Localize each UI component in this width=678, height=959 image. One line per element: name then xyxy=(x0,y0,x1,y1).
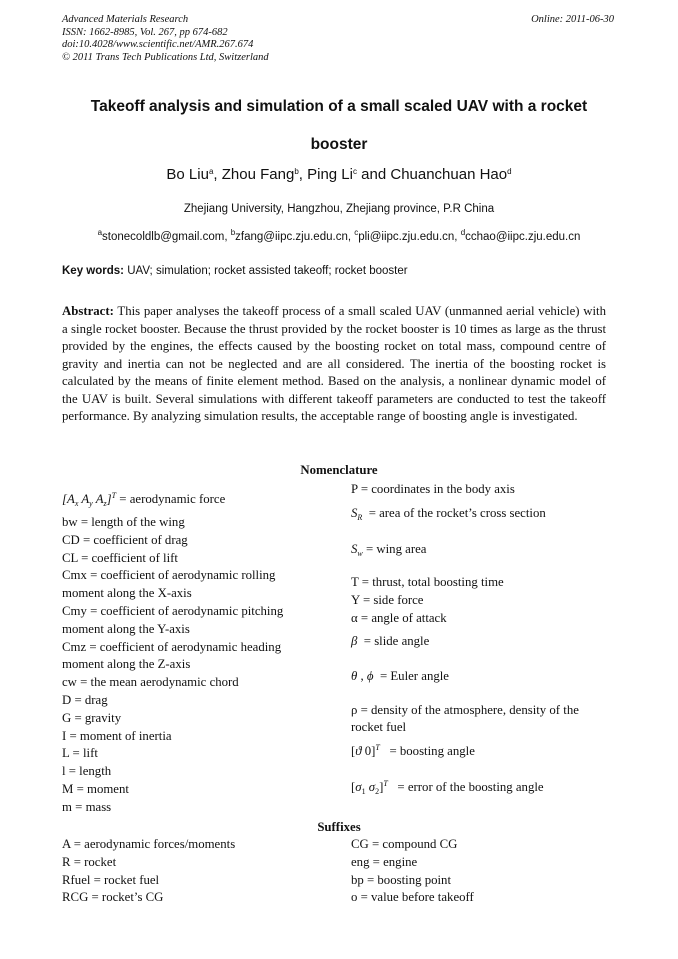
boosting-angle-symbol: [ϑ 0]$^T$ xyxy=(351,742,380,758)
nomenclature-entry: [$\sigma_1$ $\sigma_2]^T$ = error of the boosting angle xyxy=(351,778,544,796)
suffix-entry: CG = compound CG xyxy=(351,837,458,851)
title-line-2: booster xyxy=(310,136,368,153)
author-3: Ping Li$^c$ and xyxy=(307,166,391,183)
online-date: Online: 2011-06-30 xyxy=(531,14,614,25)
email-list xyxy=(62,228,616,243)
nomenclature-entry: θ , ϕ = Euler angle xyxy=(351,668,449,683)
journal-name: Advanced Materials Research xyxy=(62,14,189,25)
boosting-error-symbol: [$\sigma_1$ $\sigma_2]^T$ xyxy=(351,778,388,796)
nomenclature-entry: CD = coefficient of drag xyxy=(62,532,188,547)
keywords-label: Key words: xyxy=(62,265,124,277)
nomenclature-entry: M = moment xyxy=(62,781,129,796)
suffix-entry: eng = engine xyxy=(351,854,418,869)
euler-symbols: θ xyxy=(351,668,358,683)
nomenclature-entry: I = moment of inertia xyxy=(62,728,172,743)
suffixes-heading: Suffixes xyxy=(317,820,361,834)
force-vector-symbol: [$A_x$ $A_y$ $A_z]^T$ xyxy=(62,491,117,508)
email-3[interactable]: $^c$pli@iipc.zju.edu.cn, xyxy=(354,228,461,243)
nomenclature-entry: Y = side force xyxy=(351,592,424,607)
doi-line: doi:10.4028/www.scientific.net/AMR.267.674 xyxy=(62,39,254,50)
nomenclature-entry: l = length xyxy=(62,764,112,779)
nomenclature-entry: m = mass xyxy=(62,799,112,814)
email-1[interactable]: $^a$stonecoldlb@gmail.com, xyxy=(97,228,231,243)
nomenclature-entry: G = gravity xyxy=(62,710,122,725)
nomenclature-entry: Cmx = coefficient of aerodynamic rolling moment along the X-axis xyxy=(62,568,276,601)
suffix-entry: o = value before takeoff xyxy=(351,890,474,905)
nomenclature-entry: Cmz = coefficient of aerodynamic heading moment along the Z-axis xyxy=(62,639,282,672)
suffixes-left-column xyxy=(62,836,332,907)
suffix-entry: bp = boosting point xyxy=(351,872,452,887)
affiliation: Zhejiang University, Hangzhou, Zhejiang province, P.R China xyxy=(183,203,495,215)
suffix-entry: Rfuel = rocket fuel xyxy=(62,872,160,887)
nomenclature-entry: L = lift xyxy=(62,746,98,761)
nomenclature-entry: D = drag xyxy=(62,692,108,707)
keywords xyxy=(62,265,616,277)
issn-line: ISSN: 1662-8985, Vol. 267, pp 674-682 xyxy=(62,26,228,38)
paper-title xyxy=(62,88,616,164)
wing-area-symbol: $S_w$ xyxy=(351,542,363,558)
nomenclature-entry: T = thrust, total boosting time xyxy=(351,575,504,589)
nomenclature-heading: Nomenclature xyxy=(300,463,378,477)
nomenclature-entry: $S_R$ = area of the rocket’s cross section xyxy=(351,506,546,522)
nomenclature-entry: CL = coefficient of lift xyxy=(62,550,178,565)
nomenclature-entry: Cmy = coefficient of aerodynamic pitching moment along the Y-axis xyxy=(62,603,284,636)
nomenclature-entry: α = angle of attack xyxy=(351,610,447,625)
beta-symbol: β xyxy=(351,633,358,648)
suffix-entry: RCG = rocket’s CG xyxy=(62,890,164,905)
suffix-entry: R = rocket xyxy=(62,854,117,869)
nomenclature-entry: cw = the mean aerodynamic chord xyxy=(62,675,239,690)
rocket-area-symbol: $S_R$ xyxy=(351,506,363,522)
suffixes-right-column xyxy=(351,836,606,907)
nomenclature-entry: [$A_x$ $A_y$ $A_z]^T$ = aerodynamic force xyxy=(62,491,226,508)
nomenclature-entry: P = coordinates in the body axis xyxy=(351,482,515,496)
email-2[interactable]: $^b$zfang@iipc.zju.edu.cn, xyxy=(230,228,355,243)
running-header xyxy=(62,14,269,64)
author-1: Bo Liu$^a$, xyxy=(166,166,222,183)
nomenclature-entry: bw = length of the wing xyxy=(62,515,185,529)
suffix-entry: A = aerodynamic forces/moments xyxy=(62,837,236,851)
author-2: Zhou Fang$^b$, xyxy=(221,166,308,183)
abstract xyxy=(62,303,606,426)
email-4[interactable]: $^d$cchao@iipc.zju.edu.cn xyxy=(460,228,581,243)
abstract-label: Abstract: xyxy=(62,304,114,318)
nomenclature-left-column xyxy=(62,487,312,817)
nomenclature-right-column xyxy=(351,481,606,800)
keywords-text: UAV; simulation; rocket assisted takeoff; rocket booster xyxy=(124,265,408,277)
abstract-text: This paper analyses the takeoff process of a small scaled UAV (unmanned aerial vehicle) with a single rocket booster. Because the thrust provided by the rocket booster is 10 times as large as the thrust provided by the engines, the effects caused by the boosting rocket on total mass, compound centre of gravity and inertia can not be neglected and are all considered. The inertia of the boosting rocket is calculated by the means of finite element method. Based on the analysis, a nonlinear dynamic model of the UAV is built. Several simulations with different takeoff parameters are conducted to test the takeoff performance. By analyzing simulation results, the acceptable range of boosting angle is investigated. xyxy=(62,304,606,423)
author-list xyxy=(62,166,616,183)
nomenclature-entry: [ϑ 0]$^T$ = boosting angle xyxy=(351,742,475,758)
title-line-1: Takeoff analysis and simulation of a small scaled UAV with a rocket xyxy=(90,98,588,115)
copyright-line: © 2011 Trans Tech Publications Ltd, Switzerland xyxy=(62,51,269,63)
author-4: Chuanchuan Hao$^d$ xyxy=(390,166,512,183)
nomenclature-entry: β = slide angle xyxy=(351,633,430,648)
nomenclature-entry: ρ = density of the atmosphere, density of the rocket fuel xyxy=(351,702,579,735)
nomenclature-entry: $S_w$ = wing area xyxy=(351,542,427,558)
